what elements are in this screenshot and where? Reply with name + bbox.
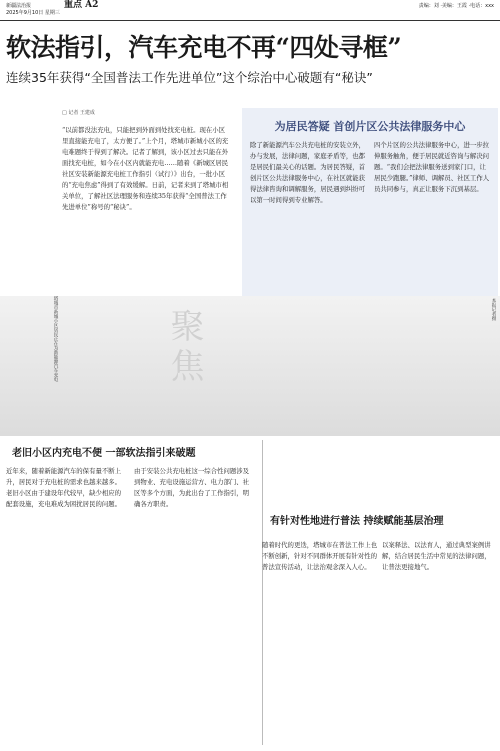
photo-caption: 塔城市新城小区居民正在为新能源汽车充电 (53, 296, 58, 382)
sidebar-col-2: 四个片区的公共法律服务中心，进一步拉伸服务触角，便于居民就近咨询与解决问题。“我们会把法律服务送到家门口，让居民少跑腿。”律师、调解员、社区工作人员共同参与，真正让服务下沉到基层。 (374, 141, 490, 193)
photo-credit: 本报记者摄 (491, 298, 496, 321)
section2-heading: 老旧小区内充电不便 一部软法指引来破题 (12, 448, 196, 459)
section-label: 重点 A2 (64, 0, 99, 10)
photo-watermark-text: 聚焦 (164, 308, 204, 388)
section3-heading: 有针对性地进行普法 持续赋能基层治理 (270, 516, 444, 527)
section3-col-1: 随着时代的更迭，塔城市在普法工作上也不断创新，针对不同群体开展有针对性的普法宣传活动，让法治观念深入人心。 (262, 541, 378, 571)
news-photo (0, 296, 500, 436)
sidebar-heading: 为居民答疑 首创片区公共法律服务中心 (274, 120, 466, 133)
headline: 软法指引，汽车充电不再“四处寻框” (6, 33, 402, 62)
section3-col-2: 以案释法、以法育人，通过典型案例讲解，结合居民生活中常见的法律问题，让普法更接地气。 (382, 541, 491, 571)
section2-col-1: 近年来，随着新能源汽车的保有量不断上升，居民对于充电桩的需求也越来越多。老旧小区由于建设年代较早，缺少相应的配套设施，充电难成为困扰居民的问题。 (6, 467, 122, 508)
subhead: 连续35年获得“全国普法工作先进单位”这个综治中心破题有“秘诀” (6, 70, 373, 85)
masthead-right: 责编：刘 ·美编：王霞 ·电话：xxx (418, 3, 494, 9)
section2-col-2: 由于安装公共充电桩这一综合性问题涉及到物业、充电设施运营方、电力部门、社区等多个方面，为此出台了工作指引，明确各方职责。 (134, 467, 250, 508)
sidebar-box (242, 108, 498, 316)
masthead (0, 0, 500, 21)
sidebar-col-1: 除了新能源汽车公共充电桩的安装立外，办与发展，法律问题，家庭矛盾等，也都是居民们最关心的话题。为居民答疑，首创片区公共法律服务中心，在社区就能获得法律咨询和调解服务，居民遇到纠纷可以第一时间得到专业解答。 (250, 141, 366, 204)
intro-text: “以前都没法充电，只能把到外面到处找充电桩。现在小区里直接能充电了，太方便了。”上个月，塔城市新城小区的充电难题终于得到了解决。记者了解到，该小区过去只能在外面找充电桩，如今在小区内就能充电……随着《新城区居民社区安装新能源充电桩工作指引（试行）》出台，一批小区的“充电焦虑”得到了有效缓解。日前，记者来到了塔城市相关单位，了解社区法理服务和连续35年获得“全国普法工作先进单位”称号的“秘诀”。 (62, 126, 229, 211)
column-divider (262, 440, 263, 745)
byline: □ 记者 王建成 (62, 110, 95, 116)
masthead-paper: 新疆法治报 2025年9月10日 星期三 (6, 3, 60, 16)
